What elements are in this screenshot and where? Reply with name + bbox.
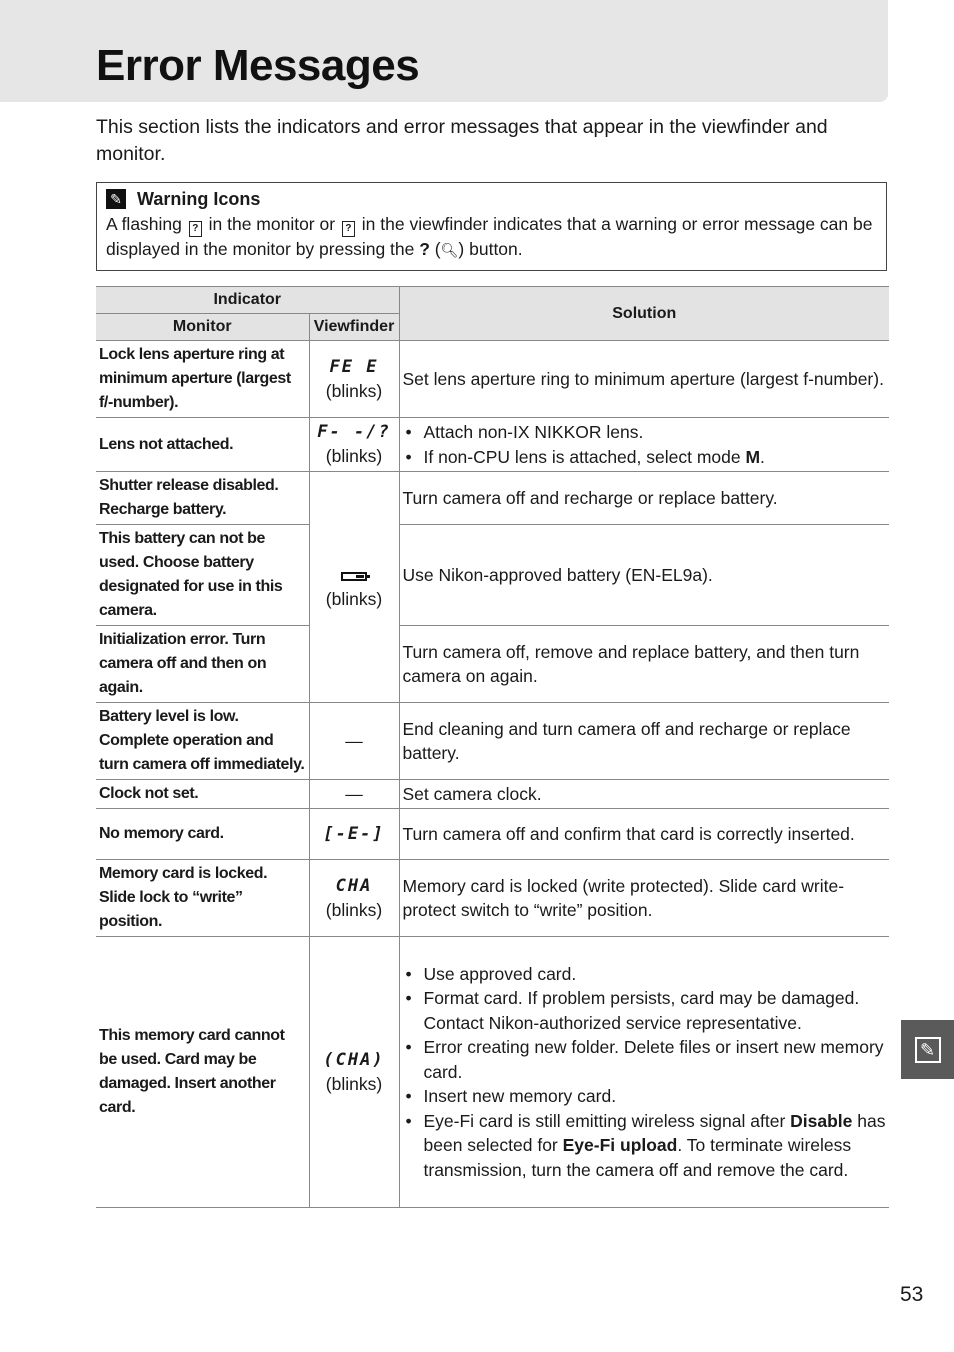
monitor-message (96, 860, 309, 937)
solution: Memory card is locked (write protected). Slide card write-protect switch to “write” position. (399, 860, 889, 937)
list-item (403, 1109, 887, 1183)
monitor-message: Lens not attached. (96, 418, 309, 472)
menu-term: Eye-Fi upload (562, 1135, 678, 1156)
table-row (96, 937, 889, 1208)
menu-term: Disable (790, 1110, 853, 1131)
mode-label: M (745, 446, 761, 467)
viewfinder-indicator (309, 472, 399, 703)
header-solution: Solution (399, 287, 889, 341)
list-item-text: . To terminate wireless transmission, turn the camera off and remove the card. (423, 1135, 852, 1180)
list-item-text: has been selected for (423, 1110, 886, 1156)
note-header (106, 188, 877, 210)
table-row (96, 809, 889, 860)
table-row (96, 703, 889, 780)
solution: Set lens aperture ring to minimum aperture (largest f-number). (399, 341, 889, 418)
list-item: • Format card. If problem persists, card may be damaged. Contact Nikon-authorized service representative. (403, 986, 887, 1035)
viewfinder-display: F- -/? (317, 422, 391, 442)
note-text-part: in the monitor or (203, 214, 340, 234)
blinks-label: (blinks) (325, 446, 383, 466)
list-item: • Attach non-IX NIKKOR lens. (403, 420, 887, 445)
table-row (96, 780, 889, 809)
viewfinder-indicator: — (309, 780, 399, 809)
list-item: • Error creating new folder. Delete files or insert new memory card. (403, 1035, 887, 1084)
blinks-label: (blinks) (325, 380, 383, 401)
solution: Set camera clock. (399, 780, 889, 809)
monitor-message: Lock lens aperture ring at minimum aperture (largest f/-number). (96, 341, 309, 418)
viewfinder-display: [-E-] (323, 823, 385, 844)
table-row (96, 626, 889, 703)
help-key: ? (419, 239, 430, 259)
solution: Turn camera off, remove and replace battery, and then turn camera on again. (399, 626, 889, 703)
blinks-label: (blinks) (325, 1073, 383, 1094)
monitor-line: Memory card is locked. (99, 865, 268, 882)
warning-note (96, 182, 887, 271)
list-item (403, 445, 887, 470)
monitor-message: This memory card cannot be used. Card may be damaged. Insert another card. (96, 937, 309, 1208)
monitor-message: Shutter release disabled. Recharge battery. (96, 472, 309, 525)
blinks-label: (blinks) (325, 899, 383, 920)
note-text (106, 212, 877, 263)
solution (399, 418, 889, 472)
note-text-part: in the viewfinder indicates that a warning or error message can be displayed in the monitor by pressing the (106, 214, 873, 259)
table-row (96, 525, 889, 626)
list-item: • Insert new memory card. (403, 1084, 887, 1109)
table-row (96, 860, 889, 937)
note-text-part: A flashing (106, 214, 187, 234)
monitor-message: Battery level is low. Complete operation and turn camera off immediately. (96, 703, 309, 780)
solution: Turn camera off and recharge or replace battery. (399, 472, 889, 525)
blinks-label: (blinks) (325, 589, 383, 609)
solution (399, 937, 889, 1208)
viewfinder-indicator (309, 418, 399, 472)
list-item: • Use approved card. (403, 962, 887, 987)
page-number: 53 (900, 1283, 924, 1306)
viewfinder-display: (CHA) (323, 1049, 385, 1070)
intro-paragraph: This section lists the indicators and error messages that appear in the viewfinder and monitor. (96, 116, 828, 165)
list-item-text: Eye-Fi card is still emitting wireless signal after (423, 1110, 791, 1131)
pencil-icon: ✎ (106, 189, 126, 209)
solution: Turn camera off and confirm that card is correctly inserted. (399, 809, 889, 860)
solution-list (403, 962, 887, 1183)
note-text-part: ( (429, 239, 441, 259)
viewfinder-display: CHA (335, 875, 373, 896)
header-monitor: Monitor (96, 314, 309, 341)
error-messages-table (96, 286, 889, 1208)
monitor-message: No memory card. (96, 809, 309, 860)
monitor-message: Initialization error. Turn camera off and then on again. (96, 626, 309, 703)
solution: Use Nikon-approved battery (EN-EL9a). (399, 525, 889, 626)
list-item-text: If non-CPU lens is attached, select mode (423, 446, 746, 467)
monitor-line: Slide lock to “write” position. (99, 889, 243, 930)
battery-icon (341, 572, 367, 581)
viewfinder-display: FE E (329, 356, 379, 377)
help-icon: ? (342, 221, 355, 237)
viewfinder-indicator (309, 937, 399, 1208)
viewfinder-indicator (309, 341, 399, 418)
monitor-message: This battery can not be used. Choose battery designated for use in this camera. (96, 525, 309, 626)
header-viewfinder: Viewfinder (309, 314, 399, 341)
list-item-text: . (760, 446, 765, 467)
viewfinder-indicator: — (309, 703, 399, 780)
table-row (96, 472, 889, 525)
page-title: Error Messages (96, 41, 420, 90)
viewfinder-indicator (309, 860, 399, 937)
header-indicator: Indicator (96, 287, 399, 314)
note-text-part: ) button. (458, 239, 523, 259)
pencil-icon: ✎ (915, 1037, 941, 1063)
viewfinder-indicator (309, 809, 399, 860)
solution: End cleaning and turn camera off and recharge or replace battery. (399, 703, 889, 780)
note-title: Warning Icons (137, 189, 261, 209)
monitor-message: Clock not set. (96, 780, 309, 809)
solution-list (403, 420, 887, 469)
table-row (96, 418, 889, 472)
zoom-icon: 🔍︎ (440, 242, 459, 258)
section-tab (901, 1020, 954, 1079)
table-row (96, 341, 889, 418)
help-icon: ? (189, 221, 202, 237)
